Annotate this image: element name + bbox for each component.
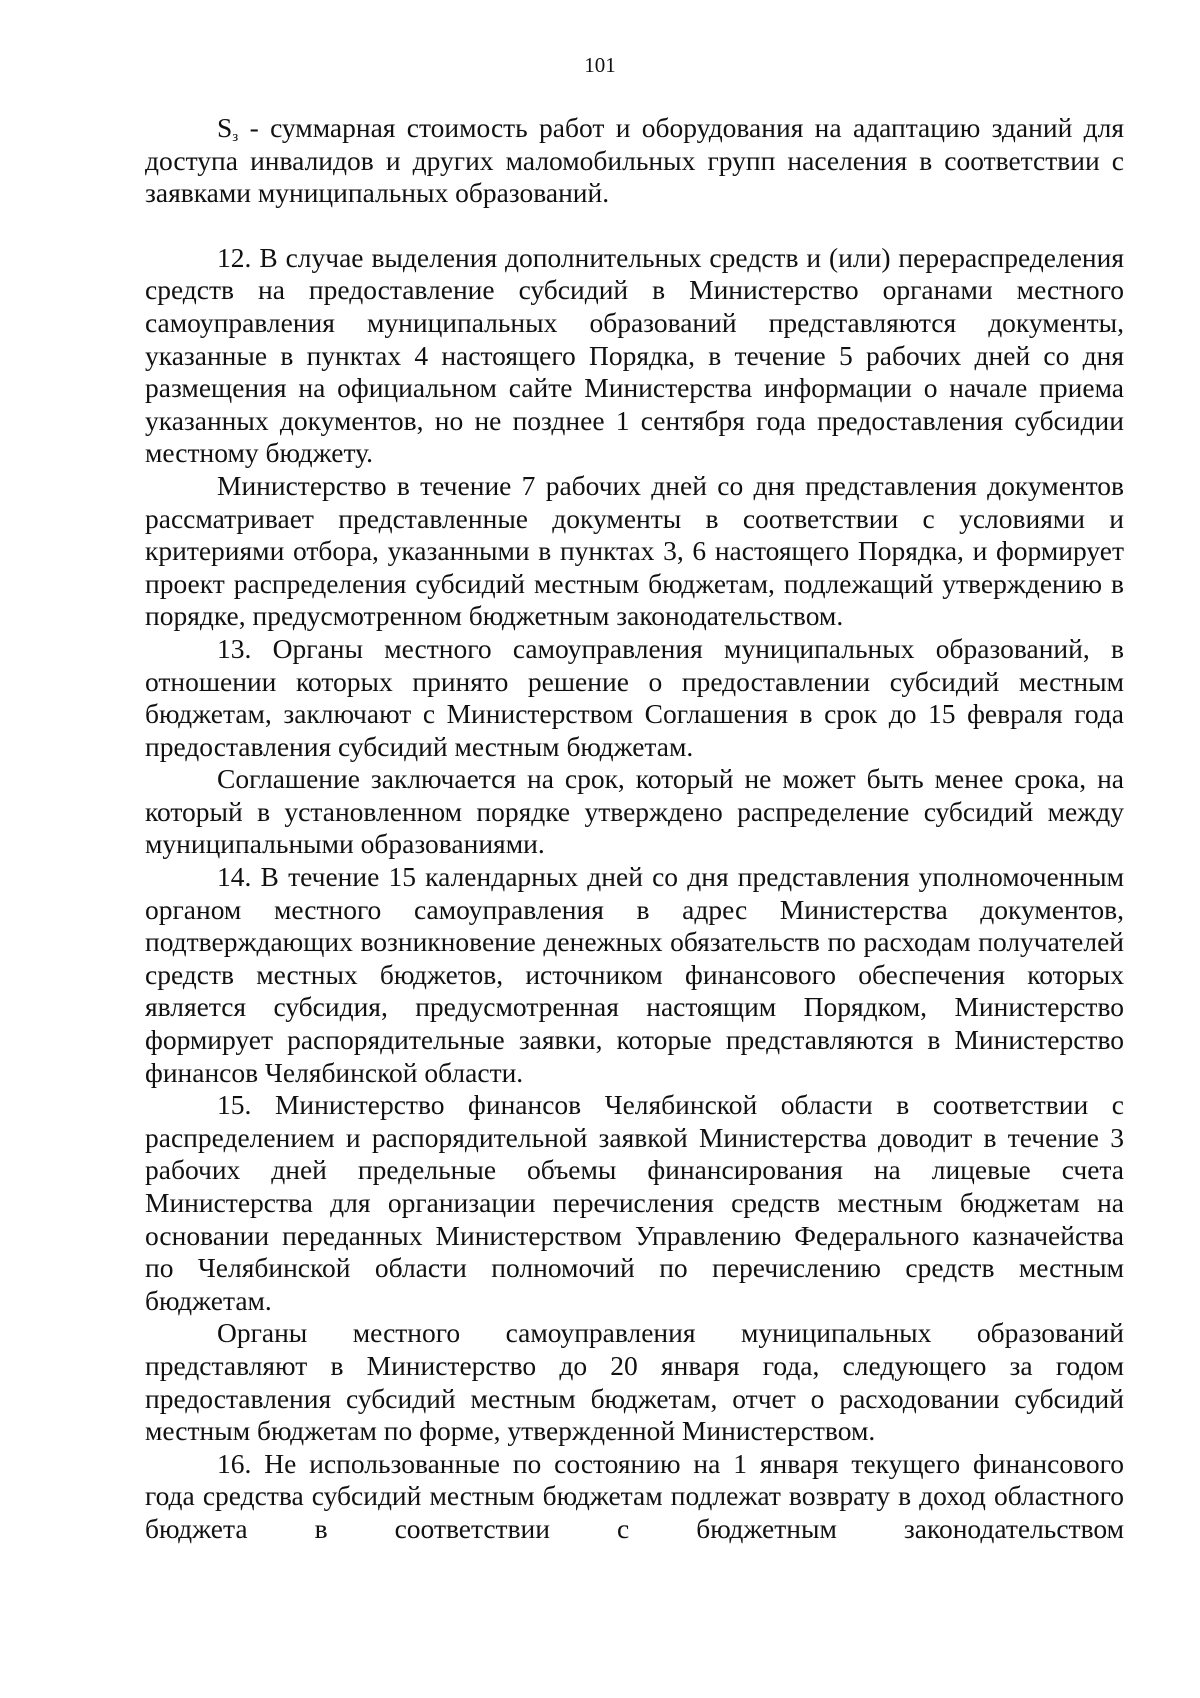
paragraph-item-16: 16. Не использованные по состоянию на 1 января текущего финансового года средства субсидий местным бюджетам подлежат возврату в доход областного бюджета в соответствии с бюджетным законодательством [145, 1447, 1124, 1544]
paragraph-item-14: 14. В течение 15 календарных дней со дня представления уполномоченным органом местного самоуправления в адрес Министерства документов, подтверждающих возникновение денежных обязательств по расходам получателей средств местных бюджетов, источником финансового обеспечения которых является субсидия, предусмотренная настоящим Порядком, Министерство формирует распорядительные заявки, которые представляются в Министерство финансов Челябинской области. [145, 861, 1124, 1088]
page-number: 101 [584, 53, 616, 77]
paragraph-item-15: 15. Министерство финансов Челябинской области в соответствии с распределением и распорядительной заявкой Министерства доводит в течение 3 рабочих дней предельные объемы финансирования на лицевые счета Министерства для организации перечисления средств местным бюджетам на основании переданных Министерством Управлению Федерального казначейства по Челябинской области полномочий по перечислению средств местным бюджетам. [145, 1089, 1124, 1316]
symbol-subscript: з [232, 129, 239, 145]
paragraph-text: - суммарная стоимость работ и оборудования на адаптацию зданий для доступа инвалидов и других маломобильных групп населения в соответствии с заявками муниципальных образований. [145, 112, 1124, 209]
paragraph-item-13: 13. Органы местного самоуправления муниципальных образований, в отношении которых принято решение о предоставлении субсидий местным бюджетам, заключают с Министерством Соглашения в срок до 15 февраля года предоставления субсидий местным бюджетам. [145, 632, 1124, 762]
paragraph-ministry-review: Министерство в течение 7 рабочих дней со дня представления документов рассматривает представленные документы в соответствии с условиями и критериями отбора, указанными в пунктах 3, 6 настоящего Порядка, и формирует проект распределения субсидий местным бюджетам, подлежащий утверждению в порядке, предусмотренном бюджетным законодательством. [145, 469, 1124, 632]
document-body [145, 112, 1124, 1546]
symbol-s: S [217, 112, 233, 143]
paragraph-s3-definition [145, 112, 1124, 210]
paragraph-agreement-term: Соглашение заключается на срок, который не может быть менее срока, на который в установленном порядке утверждено распределение субсидий между муниципальными образованиями. [145, 763, 1124, 860]
paragraph-report-submission: Органы местного самоуправления муниципальных образований представляют в Министерство до 20 января года, следующего за годом предоставления субсидий местным бюджетам, отчет о расходовании субсидий местным бюджетам по форме, утвержденной Министерством. [145, 1317, 1124, 1447]
paragraph-item-12: 12. В случае выделения дополнительных средств и (или) перераспределения средств на предоставление субсидий в Министерство органами местного самоуправления муниципальных образований представляются документы, указанные в пунктах 4 настоящего Порядка, в течение 5 рабочих дней со дня размещения на официальном сайте Министерства информации о начале приема указанных документов, но не позднее 1 сентября года предоставления субсидии местному бюджету. [145, 241, 1124, 469]
